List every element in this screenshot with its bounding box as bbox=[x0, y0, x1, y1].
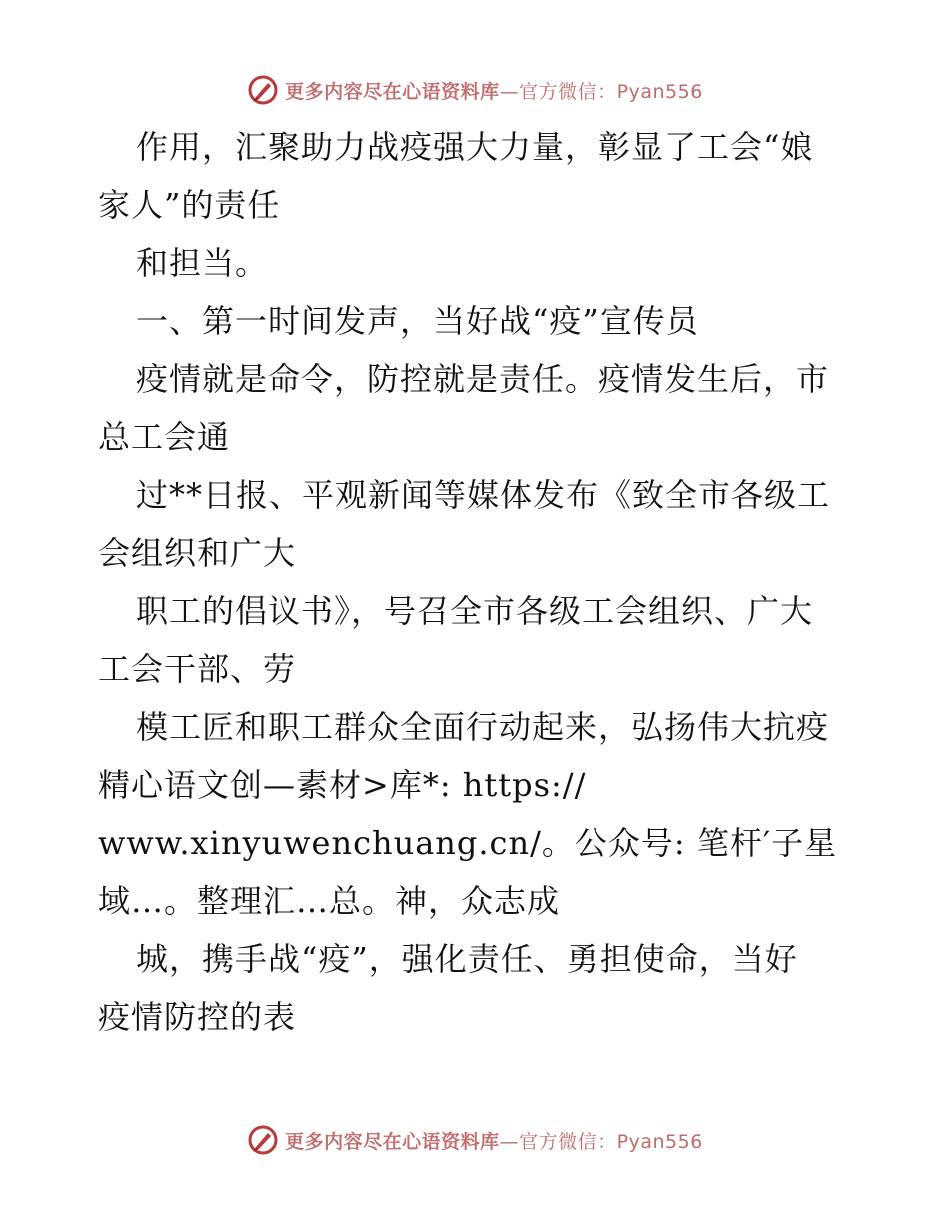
document-body bbox=[98, 118, 858, 1046]
section-heading: 一、第一时间发声，当好战“疫”宣传员 bbox=[136, 302, 699, 340]
body-line: 和担当。 bbox=[136, 244, 269, 282]
body-line: 疫情防控的表 bbox=[98, 998, 297, 1036]
footer-banner-title: 更多内容尽在心语资料库 bbox=[285, 1130, 500, 1153]
body-line: 过**日报、平观新闻等媒体发布《致全市各级工 bbox=[136, 476, 831, 514]
body-line: 工会干部、劳 bbox=[98, 650, 297, 688]
footer-banner-contact: —官方微信：Pyan556 bbox=[499, 1130, 703, 1153]
pen-logo-icon bbox=[247, 74, 279, 106]
body-line: 总工会通 bbox=[98, 418, 231, 456]
header-banner-contact: —官方微信：Pyan556 bbox=[499, 80, 703, 103]
footer-banner-text bbox=[285, 1127, 703, 1154]
body-line: 作用，汇聚助力战疫强大力量，彰显了工会“娘 bbox=[136, 128, 814, 166]
body-line: 疫情就是命令，防控就是责任。疫情发生后，市 bbox=[136, 360, 830, 398]
body-line: 职工的倡议书》，号召全市各级工会组织、广大 bbox=[136, 592, 814, 630]
body-line: 城，携手战“疫”，强化责任、勇担使命，当好 bbox=[136, 940, 798, 978]
body-line: 会组织和广大 bbox=[98, 534, 297, 572]
header-banner-text bbox=[285, 77, 703, 104]
body-line: 域…。整理汇…总。神，众志成 bbox=[98, 882, 561, 920]
body-line: www.xinyuwenchuang.cn/。公众号: 笔杆′子星 bbox=[98, 824, 838, 862]
pen-logo-icon bbox=[247, 1124, 279, 1156]
body-line: 精心语文创—素材>库*: https:// bbox=[98, 766, 587, 804]
body-line: 家人”的责任 bbox=[98, 186, 281, 224]
footer-banner bbox=[0, 1120, 950, 1160]
header-banner-title: 更多内容尽在心语资料库 bbox=[285, 80, 500, 103]
body-line: 模工匠和职工群众全面行动起来，弘扬伟大抗疫 bbox=[136, 708, 830, 746]
header-banner bbox=[0, 70, 950, 110]
